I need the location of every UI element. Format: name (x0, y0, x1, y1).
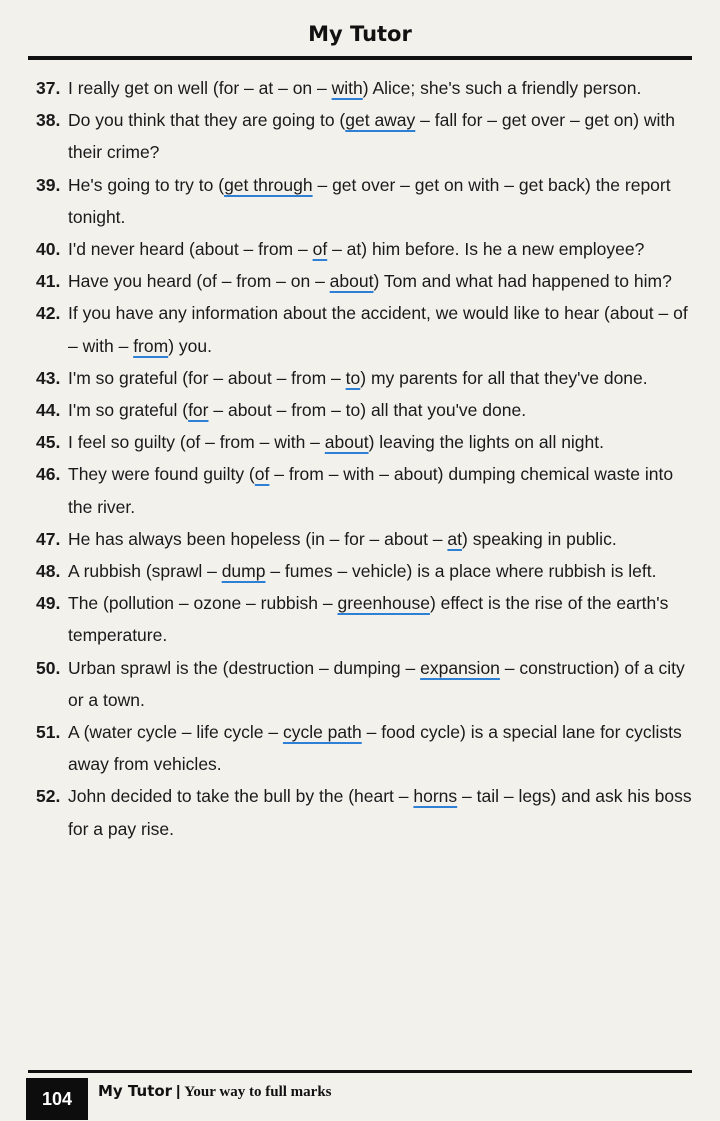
question-text-before: I feel so guilty (of – from – with – (68, 432, 325, 453)
question-number: 49. (36, 593, 61, 614)
question-40 (36, 233, 692, 265)
question-44 (36, 394, 692, 426)
question-number: 46. (36, 464, 61, 485)
question-text-after: – at) him before. Is he a new employee? (327, 239, 645, 260)
question-text-before: The (pollution – ozone – rubbish – (68, 593, 338, 614)
question-48 (36, 555, 692, 587)
question-text-after: – get over – get on with – get back) the report tonight. (68, 174, 671, 227)
question-text-before: A (water cycle – life cycle – (68, 722, 283, 743)
underlined-answer: to (345, 367, 361, 388)
question-text-after: – fumes – vehicle) is a place where rubbish is left. (265, 561, 657, 582)
footer-tagline: Your way to full marks (184, 1084, 332, 1100)
footer-branding (98, 1082, 332, 1101)
page-header-title: My Tutor (308, 22, 412, 46)
question-number: 47. (36, 528, 61, 549)
question-text-before: I'd never heard (about – from – (68, 239, 313, 260)
underlined-answer: dump (221, 561, 266, 582)
question-41 (36, 265, 692, 297)
page-number: 104 (26, 1078, 88, 1120)
question-number: 45. (36, 432, 61, 453)
question-text-before: John decided to take the bull by the (heart – (68, 786, 414, 807)
question-text-before: He's going to try to ( (68, 174, 225, 195)
question-number: 42. (36, 303, 61, 324)
underlined-answer: at (447, 528, 463, 549)
underlined-answer: of (312, 239, 328, 260)
question-number: 44. (36, 400, 61, 421)
header-rule (28, 56, 692, 60)
question-text-before: I really get on well (for – at – on – (68, 78, 332, 98)
question-number: 43. (36, 367, 61, 388)
question-text-after: ) Tom and what had happened to him? (373, 271, 672, 292)
question-47 (36, 523, 692, 555)
underlined-answer: expansion (420, 657, 500, 678)
question-text-before: They were found guilty ( (68, 464, 255, 485)
question-43 (36, 362, 692, 394)
underlined-answer: from (133, 335, 169, 356)
underlined-answer: cycle path (282, 722, 362, 743)
question-number: 40. (36, 239, 61, 260)
question-text-after: – about – from – to) all that you've done. (208, 400, 527, 421)
question-42 (36, 297, 692, 361)
question-50 (36, 652, 692, 716)
question-51 (36, 716, 692, 780)
question-text-before: A rubbish (sprawl – (68, 561, 222, 582)
question-text-after: ) effect is the rise of the earth's temperature. (68, 593, 669, 646)
question-text-after: – food cycle) is a special lane for cyclists away from vehicles. (68, 722, 682, 775)
question-52 (36, 780, 692, 844)
question-37 (36, 72, 692, 104)
question-list (36, 72, 692, 845)
question-text-before: I'm so grateful ( (68, 400, 189, 421)
underlined-answer: about (329, 271, 374, 292)
question-46 (36, 458, 692, 522)
question-number: 37. (36, 78, 61, 98)
question-text-before: I'm so grateful (for – about – from – (68, 367, 346, 388)
underlined-answer: get away (345, 110, 416, 131)
question-number: 52. (36, 786, 61, 807)
footer-brand: My Tutor (98, 1082, 173, 1100)
question-text-before: If you have any information about the accident, we would like to hear (about – of – with – (68, 303, 688, 356)
underlined-answer: of (254, 464, 270, 485)
underlined-answer: about (324, 432, 369, 453)
question-49 (36, 587, 692, 651)
question-text-after: – fall for – get over – get on) with their crime? (68, 110, 676, 163)
question-38 (36, 104, 692, 168)
question-45 (36, 426, 692, 458)
question-text-before: He has always been hopeless (in – for – about – (68, 528, 448, 549)
question-39 (36, 169, 692, 233)
underlined-answer: get through (224, 174, 313, 195)
question-text-after: ) speaking in public. (462, 528, 617, 549)
question-text-after: ) my parents for all that they've done. (360, 367, 648, 388)
question-number: 50. (36, 657, 61, 678)
question-number: 38. (36, 110, 61, 131)
footer-separator: | (176, 1083, 181, 1100)
question-text-after: ) you. (168, 335, 212, 356)
footer-rule (28, 1070, 692, 1073)
underlined-answer: with (331, 78, 363, 98)
question-number: 48. (36, 561, 61, 582)
question-text-after: – construction) of a city or a town. (68, 657, 685, 710)
question-text-after: ) Alice; she's such a friendly person. (362, 78, 642, 98)
question-text-after: – from – with – about) dumping chemical waste into the river. (68, 464, 674, 517)
question-number: 39. (36, 174, 61, 195)
underlined-answer: horns (413, 786, 458, 807)
question-number: 41. (36, 271, 61, 292)
question-text-before: Urban sprawl is the (destruction – dumping – (68, 657, 421, 678)
underlined-answer: greenhouse (337, 593, 430, 614)
question-text-after: – tail – legs) and ask his boss for a pay rise. (68, 786, 692, 839)
question-text-before: Have you heard (of – from – on – (68, 271, 330, 292)
question-number: 51. (36, 722, 61, 743)
question-text-after: ) leaving the lights on all night. (368, 432, 604, 453)
underlined-answer: for (188, 400, 209, 421)
question-text-before: Do you think that they are going to ( (68, 110, 346, 131)
